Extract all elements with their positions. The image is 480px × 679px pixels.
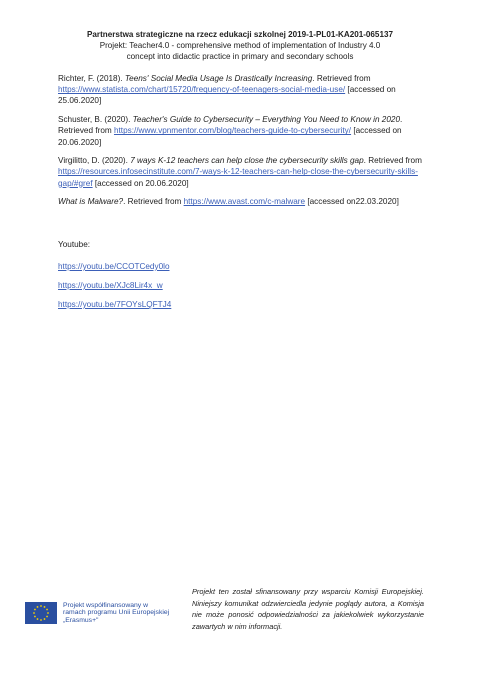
reference-accessed: [accessed on 20.06.2020] bbox=[92, 178, 189, 188]
reference-title: Teacher's Guide to Cybersecurity – Everything You Need to Know in 2020 bbox=[132, 115, 400, 125]
reference-title: Teens' Social Media Usage Is Drastically Increasing bbox=[124, 74, 313, 83]
reference-item bbox=[58, 73, 428, 107]
eu-funding-line: Projekt współfinansowany w bbox=[63, 601, 149, 609]
eu-star-icon bbox=[46, 616, 48, 618]
header-line-1: Partnerstwa strategiczne na rzecz edukacji szkolnej 2019-1-PL01-KA201-065137 bbox=[87, 30, 393, 39]
reference-title: What is Malware? bbox=[58, 197, 124, 207]
reference-author: Richter, F. (2018). bbox=[58, 74, 125, 83]
eu-funding-line: ramach programu Unii Europejskiej bbox=[63, 609, 170, 617]
reference-author: Virgilitto, D. (2020). bbox=[58, 156, 131, 166]
eu-star-icon bbox=[40, 605, 42, 607]
eu-star-icon bbox=[34, 616, 36, 618]
funding-disclaimer: Projekt ten został sfinansowany przy wsparciu Komisji Europejskiej. Niniejszy komunikat odzwierciedla jedynie poglądy autora, a Komisja nie może ponosić odpowiedzialności za jakiekolwiek wykorzystanie zawartych w nim informacji. bbox=[192, 587, 424, 631]
eu-star-icon bbox=[44, 606, 46, 608]
youtube-link[interactable]: https://youtu.be/7FOYsLQFTJ4 bbox=[58, 300, 172, 309]
reference-retrieved: . Retrieved from bbox=[58, 115, 403, 136]
eu-star-icon bbox=[46, 609, 48, 611]
reference-item bbox=[58, 155, 428, 189]
reference-retrieved: . Retrieved from bbox=[123, 197, 184, 207]
eu-star-icon bbox=[37, 606, 39, 608]
eu-flag-icon bbox=[25, 602, 57, 624]
reference-link[interactable]: https://resources.infosecinstitute.com/7-ways-k-12-teachers-can-help-close-the-cybersecurity-skills-gap/#gref bbox=[58, 167, 418, 188]
reference-retrieved: . Retrieved from bbox=[312, 74, 371, 83]
reference-retrieved: . Retrieved from bbox=[363, 156, 422, 166]
references-list bbox=[58, 73, 428, 215]
reference-accessed: [accessed on 25.06.2020] bbox=[58, 85, 396, 106]
youtube-label: Youtube: bbox=[58, 240, 91, 249]
youtube-link[interactable]: https://youtu.be/XJc8Lir4x_w bbox=[58, 281, 163, 290]
eu-funding-text bbox=[63, 602, 169, 625]
reference-accessed: [accessed on22.03.2020] bbox=[305, 197, 399, 207]
eu-star-icon bbox=[37, 618, 39, 620]
eu-funding-logo bbox=[25, 600, 185, 626]
header-line-2: Projekt: Teacher4.0 - comprehensive method of implementation of Industry 4.0 bbox=[99, 41, 381, 50]
reference-link[interactable]: https://www.vpnmentor.com/blog/teachers-guide-to-cybersecurity/ bbox=[113, 126, 352, 136]
reference-link[interactable]: https://www.avast.com/c-malware bbox=[183, 197, 306, 207]
reference-title: 7 ways K-12 teachers can help close the cybersecurity skills gap bbox=[130, 156, 364, 166]
reference-item bbox=[58, 196, 428, 207]
reference-item bbox=[58, 114, 428, 148]
eu-star-icon bbox=[40, 619, 42, 621]
eu-funding-line: „Erasmus+" bbox=[63, 616, 99, 624]
reference-link[interactable]: https://www.statista.com/chart/15720/frequency-of-teenagers-social-media-use/ bbox=[58, 85, 346, 95]
header-line-3: concept into didactic practice in primary and secondary schools bbox=[126, 52, 354, 61]
eu-star-icon bbox=[44, 618, 46, 620]
eu-star-icon bbox=[33, 612, 35, 614]
eu-star-icon bbox=[34, 609, 36, 611]
reference-accessed: [accessed on 20.06.2020] bbox=[58, 126, 402, 147]
reference-author: Schuster, B. (2020). bbox=[58, 115, 133, 125]
youtube-link[interactable]: https://youtu.be/CCOTCedy0lo bbox=[58, 262, 170, 271]
document-header bbox=[0, 29, 480, 62]
eu-star-icon bbox=[47, 612, 49, 614]
